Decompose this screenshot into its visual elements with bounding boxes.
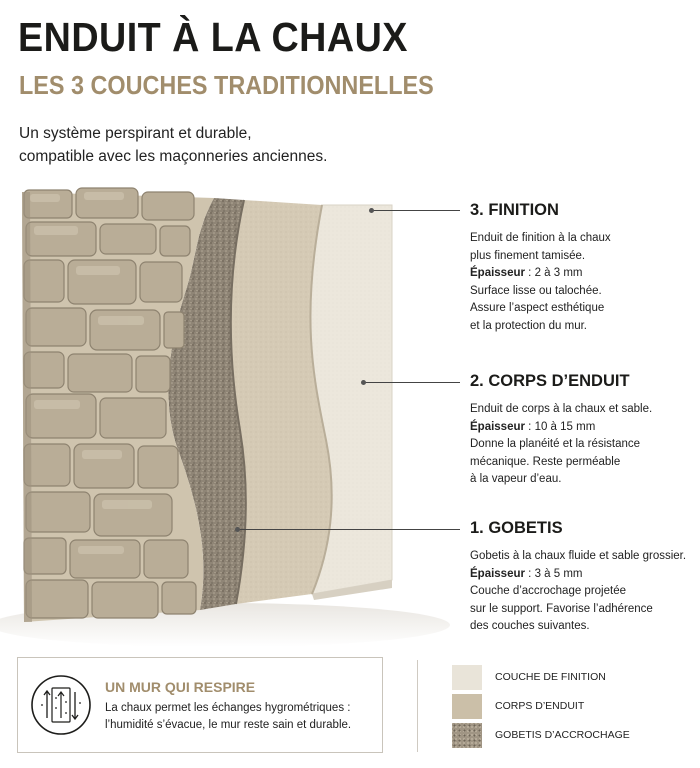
callout-line-finition [372,210,460,211]
thickness-label: Épaisseur [470,420,525,433]
info-line: La chaux permet les échanges hygrométriques : [105,702,351,714]
thickness-value: : 10 à 15 mm [524,420,596,433]
layer-line: des couches suivantes. [470,620,590,632]
intro-text [19,122,327,168]
layer-line: sur le support. Favorise l’adhérence [470,602,653,615]
legend-item-finition [452,664,630,690]
layer-description [470,401,652,489]
legend-label: CORPS D’ENDUIT [495,700,585,712]
layer-line: plus finement tamisée. [470,249,586,262]
intro-line-2: compatible avec les maçonneries anciennes. [19,148,328,165]
page-subtitle: LES 3 COUCHES TRADITIONNELLES [19,70,434,100]
layer-gobetis [470,519,686,636]
layer-finition [470,201,611,335]
info-text [105,700,351,734]
layer-description [470,548,686,636]
layer-description [470,230,611,335]
layer-line: Assure l’aspect esthétique [470,302,605,314]
thickness-value: : 2 à 3 mm [524,267,583,279]
legend-item-corps [452,693,630,719]
layer-line: et la protection du mur. [470,319,587,332]
layer-line: Surface lisse ou talochée. [470,284,602,297]
legend-label: COUCHE DE FINITION [495,671,606,683]
legend-label: GOBETIS D’ACCROCHAGE [495,729,630,741]
layer-line: Donne la planéité et la résistance [470,438,641,450]
layer-line: Couche d’accrochage projetée [470,585,626,597]
callout-dot-gobetis [235,527,240,532]
layer-thickness [470,419,652,437]
breathing-wall-icon [30,674,92,736]
layer-corps-enduit [470,372,652,489]
layer-heading: 2. CORPS D’ENDUIT [470,372,630,390]
info-title: UN MUR QUI RESPIRE [105,679,256,695]
thickness-label: Épaisseur [470,267,525,279]
layer-line: mécanique. Reste perméable [470,455,621,468]
callout-line-gobetis [238,529,460,530]
layer-thickness [470,566,686,584]
swatch-gobetis [452,723,482,748]
legend-item-gobetis [452,722,630,748]
layer-line: Enduit de corps à la chaux et sable. [470,403,653,415]
layer-line: Gobetis à la chaux fluide et sable grossier. [470,550,687,562]
thickness-label: Épaisseur [470,567,525,580]
swatch-finition [452,665,482,690]
intro-line-1: Un système perspirant et durable, [19,125,252,142]
layer-heading: 3. FINITION [470,201,559,219]
legend [452,664,630,751]
info-line: l’humidité s’évacue, le mur reste sain et durable. [105,719,352,731]
layer-line: Enduit de finition à la chaux [470,232,611,244]
callout-line-corps [364,382,460,383]
page-title: ENDUIT À LA CHAUX [18,14,408,60]
callout-dot-finition [369,208,374,213]
swatch-corps [452,694,482,719]
layer-thickness [470,265,611,283]
divider [417,660,418,752]
layer-line: à la vapeur d’eau. [470,473,562,485]
callout-dot-corps [361,380,366,385]
thickness-value: : 3 à 5 mm [524,567,583,580]
wall-cross-section-illustration [0,170,460,650]
info-box-breathing-wall [17,657,383,753]
layer-heading: 1. GOBETIS [470,519,563,537]
